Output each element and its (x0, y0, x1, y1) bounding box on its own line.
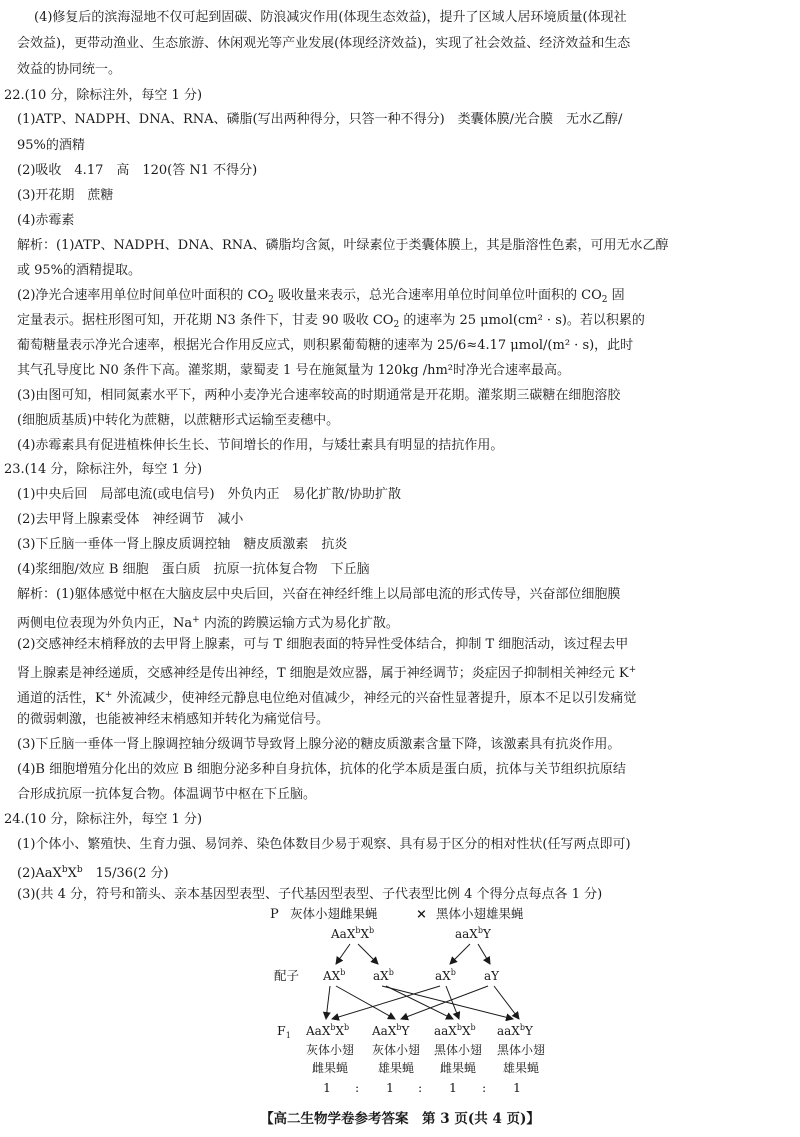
text-line: (2)去甲肾上腺素受体 神经调节 减小 (17, 512, 244, 527)
text-line: (2)交感神经末梢释放的去甲肾上腺素，可与 T 细胞表面的特异性受体结合，抑制 T 细胞活动，该过程去甲 (17, 637, 629, 652)
text-line: 效益的协同统一。 (17, 62, 122, 77)
parent-gamete-arrows (336, 944, 490, 964)
male-parent-phenotype: 黑体小翅雄果蝇 (436, 906, 524, 921)
text-line: (1)中央后回 局部电流(或电信号) 外负内正 易化扩散/协助扩散 (17, 487, 401, 502)
gamete-4: aY (484, 969, 500, 983)
offspring-phenotype-4-line2: 雄果蝇 (503, 1061, 540, 1075)
text-line: (3)开花期 蔗糖 (17, 188, 114, 203)
offspring-genotype-1: $AaX^bX^b$ (306, 1023, 350, 1038)
text-line: (3)下丘脑一垂体一肾上腺皮质调控轴 糖皮质激素 抗炎 (17, 537, 348, 552)
page-footer: 【高二生物学卷参考答案 第 3 页(共 4 页)】 (260, 1111, 540, 1127)
ratio-separator: : (355, 1080, 360, 1095)
female-parent-genotype: $AaX^bX^b$ (331, 926, 375, 941)
text-line: 95%的酒精 (17, 138, 85, 153)
offspring-phenotype-3-line1: 黑体小翅 (434, 1043, 483, 1057)
offspring-phenotype-2-line2: 雄果蝇 (378, 1061, 415, 1075)
text-line: 肾上腺素是神经递质，交感神经是传出神经，T 细胞是效应器，属于神经调节；炎症因子抑制相关神经元 K+ (17, 665, 637, 681)
text-line: (4)赤霉素具有促进植株伸长生长、节间增长的作用，与矮壮素具有明显的拮抗作用。 (17, 438, 504, 453)
male-parent-genotype: aaX$^b$Y (455, 926, 491, 941)
female-parent-phenotype: 灰体小翅雌果蝇 (290, 906, 378, 921)
generation-p-label: P (270, 907, 279, 922)
text-line: (4)浆细胞/效应 B 细胞 蛋白质 抗原一抗体复合物 下丘脑 (17, 562, 370, 577)
text-line: $(2)AaX^bX^b$ 15/36(2 分) (17, 865, 169, 881)
text-line: (1)个体小、繁殖快、生育力强、易饲养、染色体数目少易于观察、具有易于区分的相对性状(任写两点即可) (17, 837, 631, 852)
ratio-separator: : (482, 1080, 487, 1095)
gamete-offspring-arrows (326, 986, 519, 1019)
gamete-label: 配子 (274, 968, 300, 983)
text-line: (3)下丘脑一垂体一肾上腺调控轴分级调节导致肾上腺分泌的糖皮质激素含量下降，该激素具有抗炎作用。 (17, 737, 621, 752)
text-line: 两侧电位表现为外负内正，Na+ 内流的跨膜运输方式为易化扩散。 (17, 615, 399, 631)
text-line: (4)修复后的滨海湿地不仅可起到固碳、防浪减灾作用(体现生态效益)，提升了区域人居环境质量(体现社 (34, 10, 627, 25)
offspring-genotype-2: AaX$^b$Y (372, 1023, 410, 1038)
offspring-phenotype-3-line2: 雌果蝇 (440, 1061, 477, 1075)
text-line: (3)(共 4 分，符号和箭头、亲本基因型表型、子代基因型表型、子代表型比例 4 个得分点每点各 1 分) (17, 887, 603, 902)
text-line: (细胞质基质)中转化为蔗糖，以蔗糖形式运输至麦穗中。 (17, 413, 340, 428)
cross-sign: × (416, 907, 427, 922)
question-22-header: 22.(10 分，除标注外，每空 1 分) (4, 88, 203, 103)
ratio-value: 1 (449, 1080, 457, 1095)
text-line: 其气孔导度比 N0 条件下高。灌浆期，蒙蜀麦 1 号在施氮量为 120kg /hm²时净光合速率最高。 (17, 363, 571, 378)
offspring-genotype-3: $aaX^bX^b$ (434, 1023, 476, 1038)
text-line: (2)吸收 4.17 高 120(答 N1 不得分) (17, 163, 258, 178)
text-line: 的微弱刺激，也能被神经末梢感知并转化为痛觉信号。 (17, 712, 330, 727)
text-line: 葡萄糖量表示净光合速率，根据光合作用反应式，则积累葡萄糖的速率为 25/6≈4.17 μmol/(m² · s)，此时 (17, 338, 634, 353)
text-line: 通道的活性，K+ 外流减少，使神经元静息电位绝对值减少，神经元的兴奋性显著提升，原本不足以引发痛觉 (17, 690, 637, 706)
generation-f1-label: $F_1$ (277, 1023, 291, 1040)
offspring-phenotype-2-line1: 灰体小翅 (372, 1043, 421, 1057)
gamete-1: $AX^b$ (323, 968, 346, 983)
gamete-3: $aX^b$ (435, 968, 456, 983)
ratio-value: 1 (513, 1080, 521, 1095)
text-line: (2)净光合速率用单位时间单位叶面积的 $CO_2$ 吸收量来表示，总光合速率用单位时间单位叶面积的 $CO_2$ 固 (17, 288, 625, 305)
text-line: (1)ATP、NADPH、DNA、RNA、磷脂(写出两种得分，只答一种不得分) 类囊体膜/光合膜 无水乙醇/ (17, 112, 623, 127)
offspring-phenotype-1-line1: 灰体小翅 (306, 1043, 355, 1057)
question-24-header: 24.(10 分，除标注外，每空 1 分) (4, 812, 203, 827)
ratio-value: 1 (386, 1080, 394, 1095)
text-line: 会效益)，更带动渔业、生态旅游、休闲观光等产业发展(体现经济效益)，实现了社会效益、经济效益和生态 (17, 36, 631, 51)
text-line: 合形成抗原一抗体复合物。体温调节中枢在下丘脑。 (17, 787, 317, 802)
text-line: (4)赤霉素 (17, 213, 75, 228)
text-line: (4)B 细胞增殖分化出的效应 B 细胞分泌多种自身抗体，抗体的化学本质是蛋白质，抗体与关节组织抗原结 (17, 762, 626, 777)
ratio-separator: : (418, 1080, 423, 1095)
text-line: 定量表示。据柱形图可知，开花期 N3 条件下，甘麦 90 吸收 $CO_2$ 的速率为 25 μmol(cm² · s)。若以积累的 (17, 313, 645, 330)
text-line: 或 95%的酒精提取。 (17, 263, 142, 278)
offspring-genotype-4: aaX$^b$Y (497, 1023, 533, 1038)
genetic-cross-diagram (0, 900, 800, 1100)
gamete-2: $aX^b$ (373, 968, 394, 983)
text-line: 解析：(1)躯体感觉中枢在大脑皮层中央后回，兴奋在神经纤维上以局部电流的形式传导，兴奋部位细胞膜 (17, 587, 621, 602)
offspring-phenotype-4-line1: 黑体小翅 (497, 1043, 546, 1057)
ratio-value: 1 (323, 1080, 331, 1095)
offspring-phenotype-1-line2: 雌果蝇 (312, 1061, 349, 1075)
text-line: 解析：(1)ATP、NADPH、DNA、RNA、磷脂均含氮，叶绿素位于类囊体膜上，其是脂溶性色素，可用无水乙醇 (17, 238, 669, 253)
text-line: (3)由图可知，相同氮素水平下，两种小麦净光合速率较高的时期通常是开花期。灌浆期三碳糖在细胞溶胶 (17, 388, 621, 403)
question-23-header: 23.(14 分，除标注外，每空 1 分) (4, 462, 203, 477)
